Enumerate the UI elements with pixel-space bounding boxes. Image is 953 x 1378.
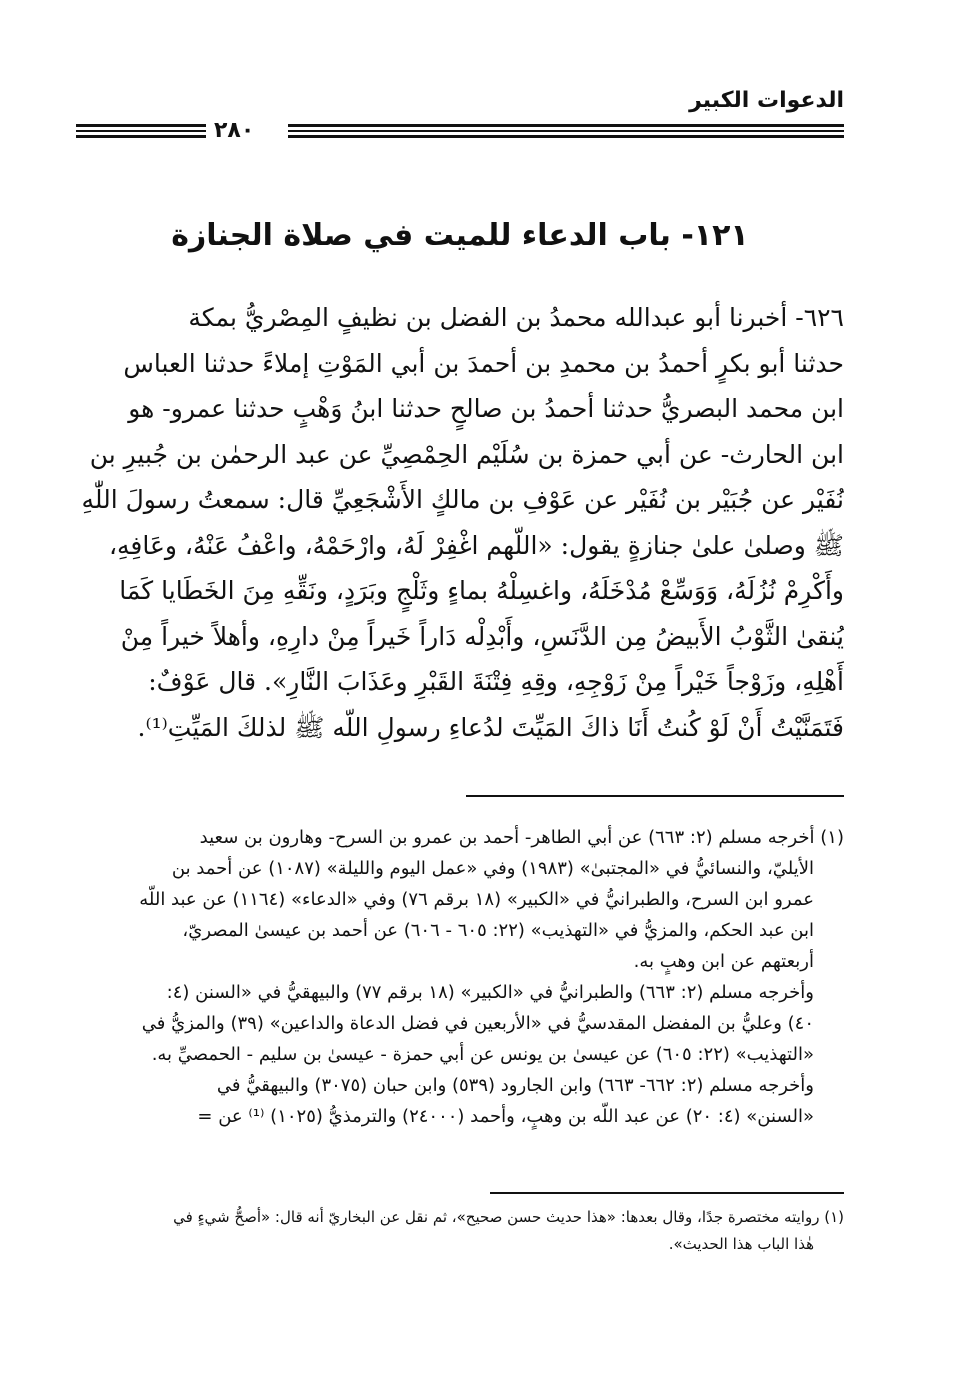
text-line: ٦٢٦- أخبرنا أبو عبدالله محمدُ بن الفضل بن نظيفٍ المِصْريُّ بمكة <box>188 303 844 332</box>
subnote-divider <box>490 1192 844 1194</box>
subnote <box>76 1204 844 1258</box>
text-line: ابن الحارث- عن أبي حمزة بن سُلَيْم الحِمْصِيِّ عن عبد الرحمٰن بن جُبيرِ بن <box>89 439 844 469</box>
footnotes <box>76 822 844 1132</box>
page-header <box>76 88 844 148</box>
page-number: ٢٨٠ <box>214 118 255 143</box>
text-line: نُفَيْر عن جُبَيْر بن نُفَيْر عن عَوْفِ بن مالكٍ الأَشْجَعِيِّ قال: سمعتُ رسولَ اللّٰهِ <box>81 485 844 514</box>
text-line: أَهْلِهِ، وزَوْجاً خَيْراً مِنْ زَوْجِهِ، وقِهِ فِتْنَةَ القَبْرِ وعَذَابَ النَّارِ». قال عَوْفٌ: <box>148 667 844 696</box>
text-line: حدثنا أبو بكرٍ أحمدُ بن محمدِ بن أحمدَ بن أبي المَوْتِ إملاءً حدثنا العباس <box>123 348 844 378</box>
footnote-line: وأخرجه مسلم (٢: ٦٦٢- ٦٦٣) وابن الجارود (٥٣٩) وابن حبان (٣٠٧٥) والبيهقيُّ في <box>216 1075 814 1096</box>
text-line: يُنقىٰ الثَّوْبُ الأَبيضُ مِن الدَّنَسِ، وأَبْدِلْه دَاراً خَيراً مِنْ دارِهِ، وأهلاً خيراً مِنْ <box>120 621 844 651</box>
header-rule-left <box>76 124 206 138</box>
footnote-line: «التهذيب» (٢٢: ٦٠٥) عن عيسىٰ بن يونس عن أبي حمزة - عيسىٰ بن سليم - الحمصيِّ به. <box>151 1044 814 1065</box>
footnote-line: أربعتهم عن ابن وهبٍ به. <box>633 951 814 972</box>
footnote-line: (١) أخرجه مسلم (٢: ٦٦٣) عن أبي الطاهر- أحمد بن عمرو بن السرح- وهارون بن سعيد <box>199 827 844 848</box>
footnote-divider <box>466 795 844 797</box>
footnote-line: عمرو ابن السرح، والطبرانيُّ في «الكبير» (١٨ برقم ٧٦) وفي «الدعاء» (١١٦٤) عن عبد اللّه <box>139 889 814 910</box>
footnote-line: ابن عبد الحكم، والمزيُّ في «التهذيب» (٢٢: ٦٠٥ - ٦٠٦) عن أحمد بن عيسىٰ المصريّ، <box>182 920 814 941</box>
chapter-title: ١٢١- باب الدعاء للميت في صلاة الجنازة <box>171 218 749 253</box>
header-rule-right <box>288 124 844 138</box>
footnote-line: وأخرجه مسلم (٢: ٦٦٣) والطبرانيُّ في «الكبير» (١٨ برقم ٧٧) والبيهقيُّ في «السنن (٤: <box>166 982 814 1003</box>
text-line: وأَكْرِمْ نُزُلَهُ، وَوَسِّعْ مُدْخَلَهُ، واغسِلْهُ بماءٍ وثَلْجٍ وبَرَدٍ، ونَقِّهِ مِنَ الخَطَايا كَمَا <box>119 576 844 605</box>
text-line: ﷺ وصلىٰ علىٰ جنازةٍ يقول: «اللّهم اغْفِرْ لَهُ، وارْحَمْهُ، واعْفُ عَنْهُ، وعَافِهِ، <box>108 530 844 560</box>
footnote-line: «السنن» (٤: ٢٠) عن عبد اللّه بن وهبٍ، وأحمد (٢٤٠٠٠) والترمذيُّ (١٠٢٥) ⁽¹⁾ عن = <box>197 1106 814 1127</box>
hadith-text <box>76 295 844 750</box>
subnote-line: هٰذا الباب هذا الحديث». <box>668 1235 814 1253</box>
book-title: الدعوات الكبير <box>689 88 844 113</box>
footnote-line: ٤٠) وعليُّ بن المفضل المقدسيُّ في «الأربعين في فضل الدعاة والداعين» (٣٩) والمزيُّ في <box>141 1013 814 1034</box>
text-line: فَتَمَنَّيْتُ أَنْ لَوْ كُنتُ أَنَا ذاكَ المَيِّتَ لدُعاءِ رسولِ اللّه ﷺ لذلكَ المَيِّتِ⁽¹⁾. <box>137 712 844 742</box>
footnote-line: الأيليّ، والنسائيُّ في «المجتبىٰ» (١٩٨٣) وفي «عمل اليوم والليلة» (١٠٨٧) عن أحمد بن <box>171 858 814 879</box>
subnote-line: (١) روايته مختصرة جدًا، وقال بعدها: «هذا حديث حسن صحيح»، ثم نقل عن البخاريّ أنه قال: «أصحُّ شيءٍ في <box>173 1208 844 1226</box>
text-line: ابن محمد البصريُّ حدثنا أحمدُ بن صالحٍ حدثنا ابنُ وَهْبٍ حدثنا عمرو- هو <box>128 394 844 423</box>
